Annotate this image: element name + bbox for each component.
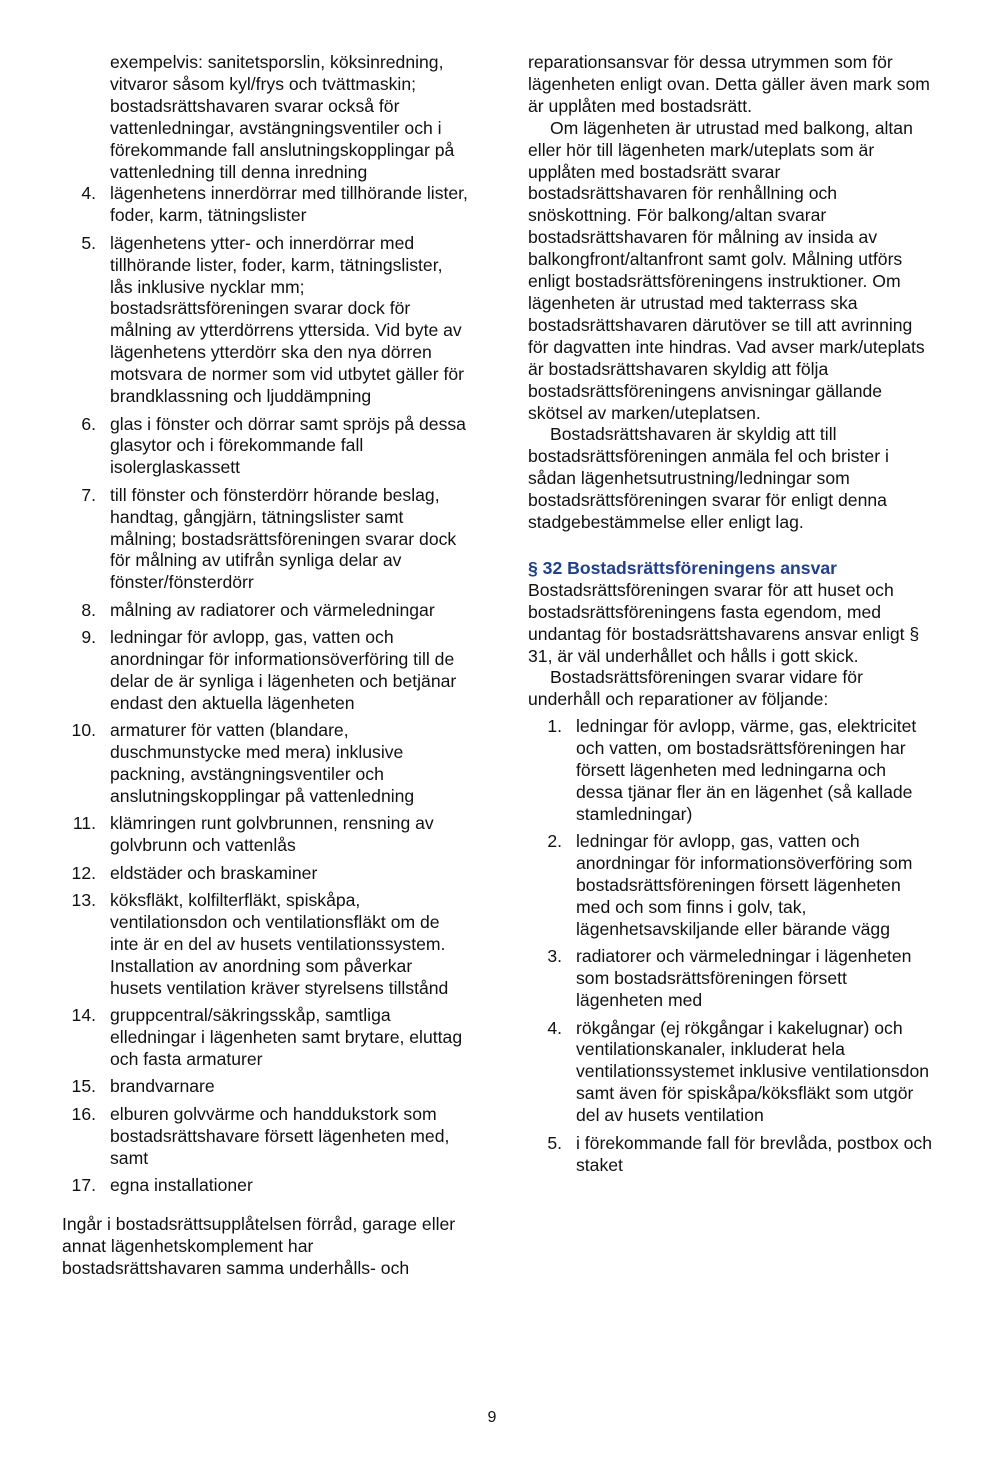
list-item <box>62 890 468 1000</box>
list-item-text: köksfläkt, kolfilterfläkt, spiskåpa, ventilationsdon och ventilationsfläkt om de inte är en del av husets ventilationssystem. Installation av anordning som påverkar husets ventilation kräver styrelsens tillstånd <box>110 890 449 998</box>
list-item-number: 8. <box>81 599 96 620</box>
paragraph: Bostadsrättsföreningen svarar vidare för underhåll och reparationer av följande: <box>528 667 863 710</box>
closing-paragraph: Ingår i bostadsrättsupplåtelsen förråd, garage eller annat lägenhetskomplement har bostadsrättshavaren samma underhålls- och <box>62 1213 456 1278</box>
list-item <box>62 1175 468 1197</box>
list-item-number: 7. <box>81 484 96 505</box>
left-column <box>62 52 468 1280</box>
list-item-number: 5. <box>81 232 96 253</box>
list-item-text: eldstäder och braskaminer <box>110 862 318 883</box>
list-item-number: 11. <box>72 813 96 834</box>
paragraph: Om lägenheten är utrustad med balkong, altan eller hör till lägenheten mark/uteplats som är upplåten med bostadsrätt svarar bostadsrättshavaren för renhållning och snöskottning. För balkong/altan svarar bostadsrättshavaren för målning av insida av balkongfront/altanfront samt golv. Målning utförs enligt bostadsrättsföreningens instruktioner. Om lägenheten är utrustad med takterrass ska bostadsrättshavaren därutöver se till att avrinning för dagvatten inte hindras. Vad avser mark/uteplats är bostadsrättshavaren skyldig att följa bostadsrättsföreningens anvisningar gällande skötsel av marken/uteplatsen. <box>528 117 925 423</box>
list-item <box>542 831 934 941</box>
list-item-text: målning av radiatorer och värmeledningar <box>110 599 435 620</box>
list-item-text: ledningar för avlopp, värme, gas, elektricitet och vatten, om bostadsrättsföreningen har försett lägenheten med ledningarna och dessa tjänar fler än en lägenhet (så kallade stamledningar) <box>576 716 917 824</box>
list-item-text: lägenhetens innerdörrar med tillhörande lister, foder, karm, tätningslister <box>110 183 468 226</box>
list-item <box>62 813 468 857</box>
list-item-text: radiatorer och värmeledningar i lägenheten som bostadsrättsföreningen försett lägenheten med <box>576 946 912 1011</box>
paragraph: reparationsansvar för dessa utrymmen som för lägenheten enligt ovan. Detta gäller även mark som är upplåten med bostadsrätt. <box>528 52 930 116</box>
list-item <box>62 863 468 885</box>
list-item <box>62 627 468 715</box>
list-item-number: 9. <box>81 627 96 648</box>
paragraph: Bostadsrättshavaren är skyldig att till bostadsrättsföreningen anmäla fel och brister i sådan lägenhetsutrustning/ledningar som bostadsrättsföreningen svarar för enligt denna stadgebestämmelse eller enligt lag. <box>528 424 889 533</box>
list-item <box>62 414 468 480</box>
section-heading: § 32 Bostadsrättsföreningens ansvar <box>528 557 837 578</box>
right-column <box>528 52 934 1182</box>
list-item <box>62 1005 468 1071</box>
list-item-text: i förekommande fall för brevlåda, postbox och staket <box>576 1132 932 1175</box>
list-item <box>62 233 468 408</box>
list-item <box>62 1076 468 1098</box>
list-item-text: gruppcentral/säkringsskåp, samtliga elledningar i lägenheten samt brytare, eluttag och fasta armaturer <box>110 1005 463 1069</box>
list-item-text: glas i fönster och dörrar samt spröjs på dessa glasytor och i förekommande fall isolerglaskassett <box>110 413 466 478</box>
list-item-text: till fönster och fönsterdörr hörande beslag, handtag, gångjärn, tätningslister samt målning; bostadsrättsföreningen svarar dock för målning av utifrån synliga delar av fönster/fönsterdörr <box>110 484 457 593</box>
list-item-number: 14. <box>71 1005 96 1026</box>
list-continuation-text: exempelvis: sanitetsporslin, köksinredning, vitvaror såsom kyl/frys och tvättmaskin; bostadsrättshavaren svarar också för vattenledningar, avstängningsventiler och i förekommande fall anslutningskopplingar på vattenledning till denna inredning <box>110 52 455 182</box>
list-item-text: armaturer för vatten (blandare, duschmunstycke med mera) inklusive packning, avstängningsventiler och anslutningskopplingar på vattenledning <box>110 720 415 806</box>
list-item-number: 2. <box>547 831 562 852</box>
list-item-text: rökgångar (ej rökgångar i kakelugnar) och ventilationskanaler, inkluderat hela ventilationssystemet inklusive ventilationsdon samt även för spiskåpa/köksfläkt som utgör del av husets ventilation <box>576 1017 930 1126</box>
list-item-text: elburen golvvärme och handdukstork som bostadsrättshavare försett lägenheten med, samt <box>110 1103 450 1168</box>
list-item <box>542 716 934 826</box>
list-item-number: 4. <box>81 183 96 204</box>
list-item <box>542 1133 934 1177</box>
list-item-number: 17. <box>71 1175 96 1195</box>
list-item-number: 6. <box>81 413 96 434</box>
list-item-number: 5. <box>547 1132 562 1153</box>
association-responsibility-list <box>528 716 934 1176</box>
paragraph: Bostadsrättsföreningen svarar för att huset och bostadsrättsföreningens fasta egendom, med undantag för bostadsrättshavarens ansvar enligt § 31, är väl underhållet och hålls i gott skick. <box>528 579 920 666</box>
list-item-text: egna installationer <box>110 1175 253 1195</box>
list-item-number: 12. <box>71 862 96 883</box>
list-item <box>542 946 934 1012</box>
list-item-number: 16. <box>71 1103 96 1124</box>
list-item-text: brandvarnare <box>110 1076 215 1097</box>
maintenance-list <box>62 183 468 1196</box>
list-item-number: 10. <box>71 720 96 741</box>
list-item-number: 1. <box>547 716 562 737</box>
list-item-number: 15. <box>71 1076 96 1097</box>
list-item <box>62 183 468 227</box>
list-item <box>62 1104 468 1170</box>
list-item-number: 13. <box>71 890 96 911</box>
list-item-number: 4. <box>547 1017 562 1038</box>
list-item-text: klämringen runt golvbrunnen, rensning av golvbrunn och vattenlås <box>110 813 434 856</box>
list-item-text: ledningar för avlopp, gas, vatten och anordningar för informationsöverföring som bostadsrättsföreningen försett lägenheten med och som finns i golv, tak, lägenhetsavskiljande eller bärande vägg <box>576 831 913 939</box>
list-item <box>62 600 468 622</box>
list-item <box>62 485 468 595</box>
list-item-number: 3. <box>547 946 562 967</box>
list-item-text: lägenhetens ytter- och innerdörrar med tillhörande lister, foder, karm, tätningslister, lås inklusive nycklar mm; bostadsrättsföreningen svarar dock för målning av ytterdörrens yttersida. Vid byte av lägenhetens ytterdörr ska den nya dörren motsvara de normer som vid utbytet gäller för brandklassning och ljuddämpning <box>110 232 464 407</box>
list-item-text: ledningar för avlopp, gas, vatten och anordningar för informationsöverföring till de delar de är synliga i lägenheten och betjänar endast den aktuella lägenheten <box>110 627 457 713</box>
list-item <box>62 720 468 808</box>
page-number: 9 <box>487 1409 497 1426</box>
list-item <box>542 1018 934 1128</box>
